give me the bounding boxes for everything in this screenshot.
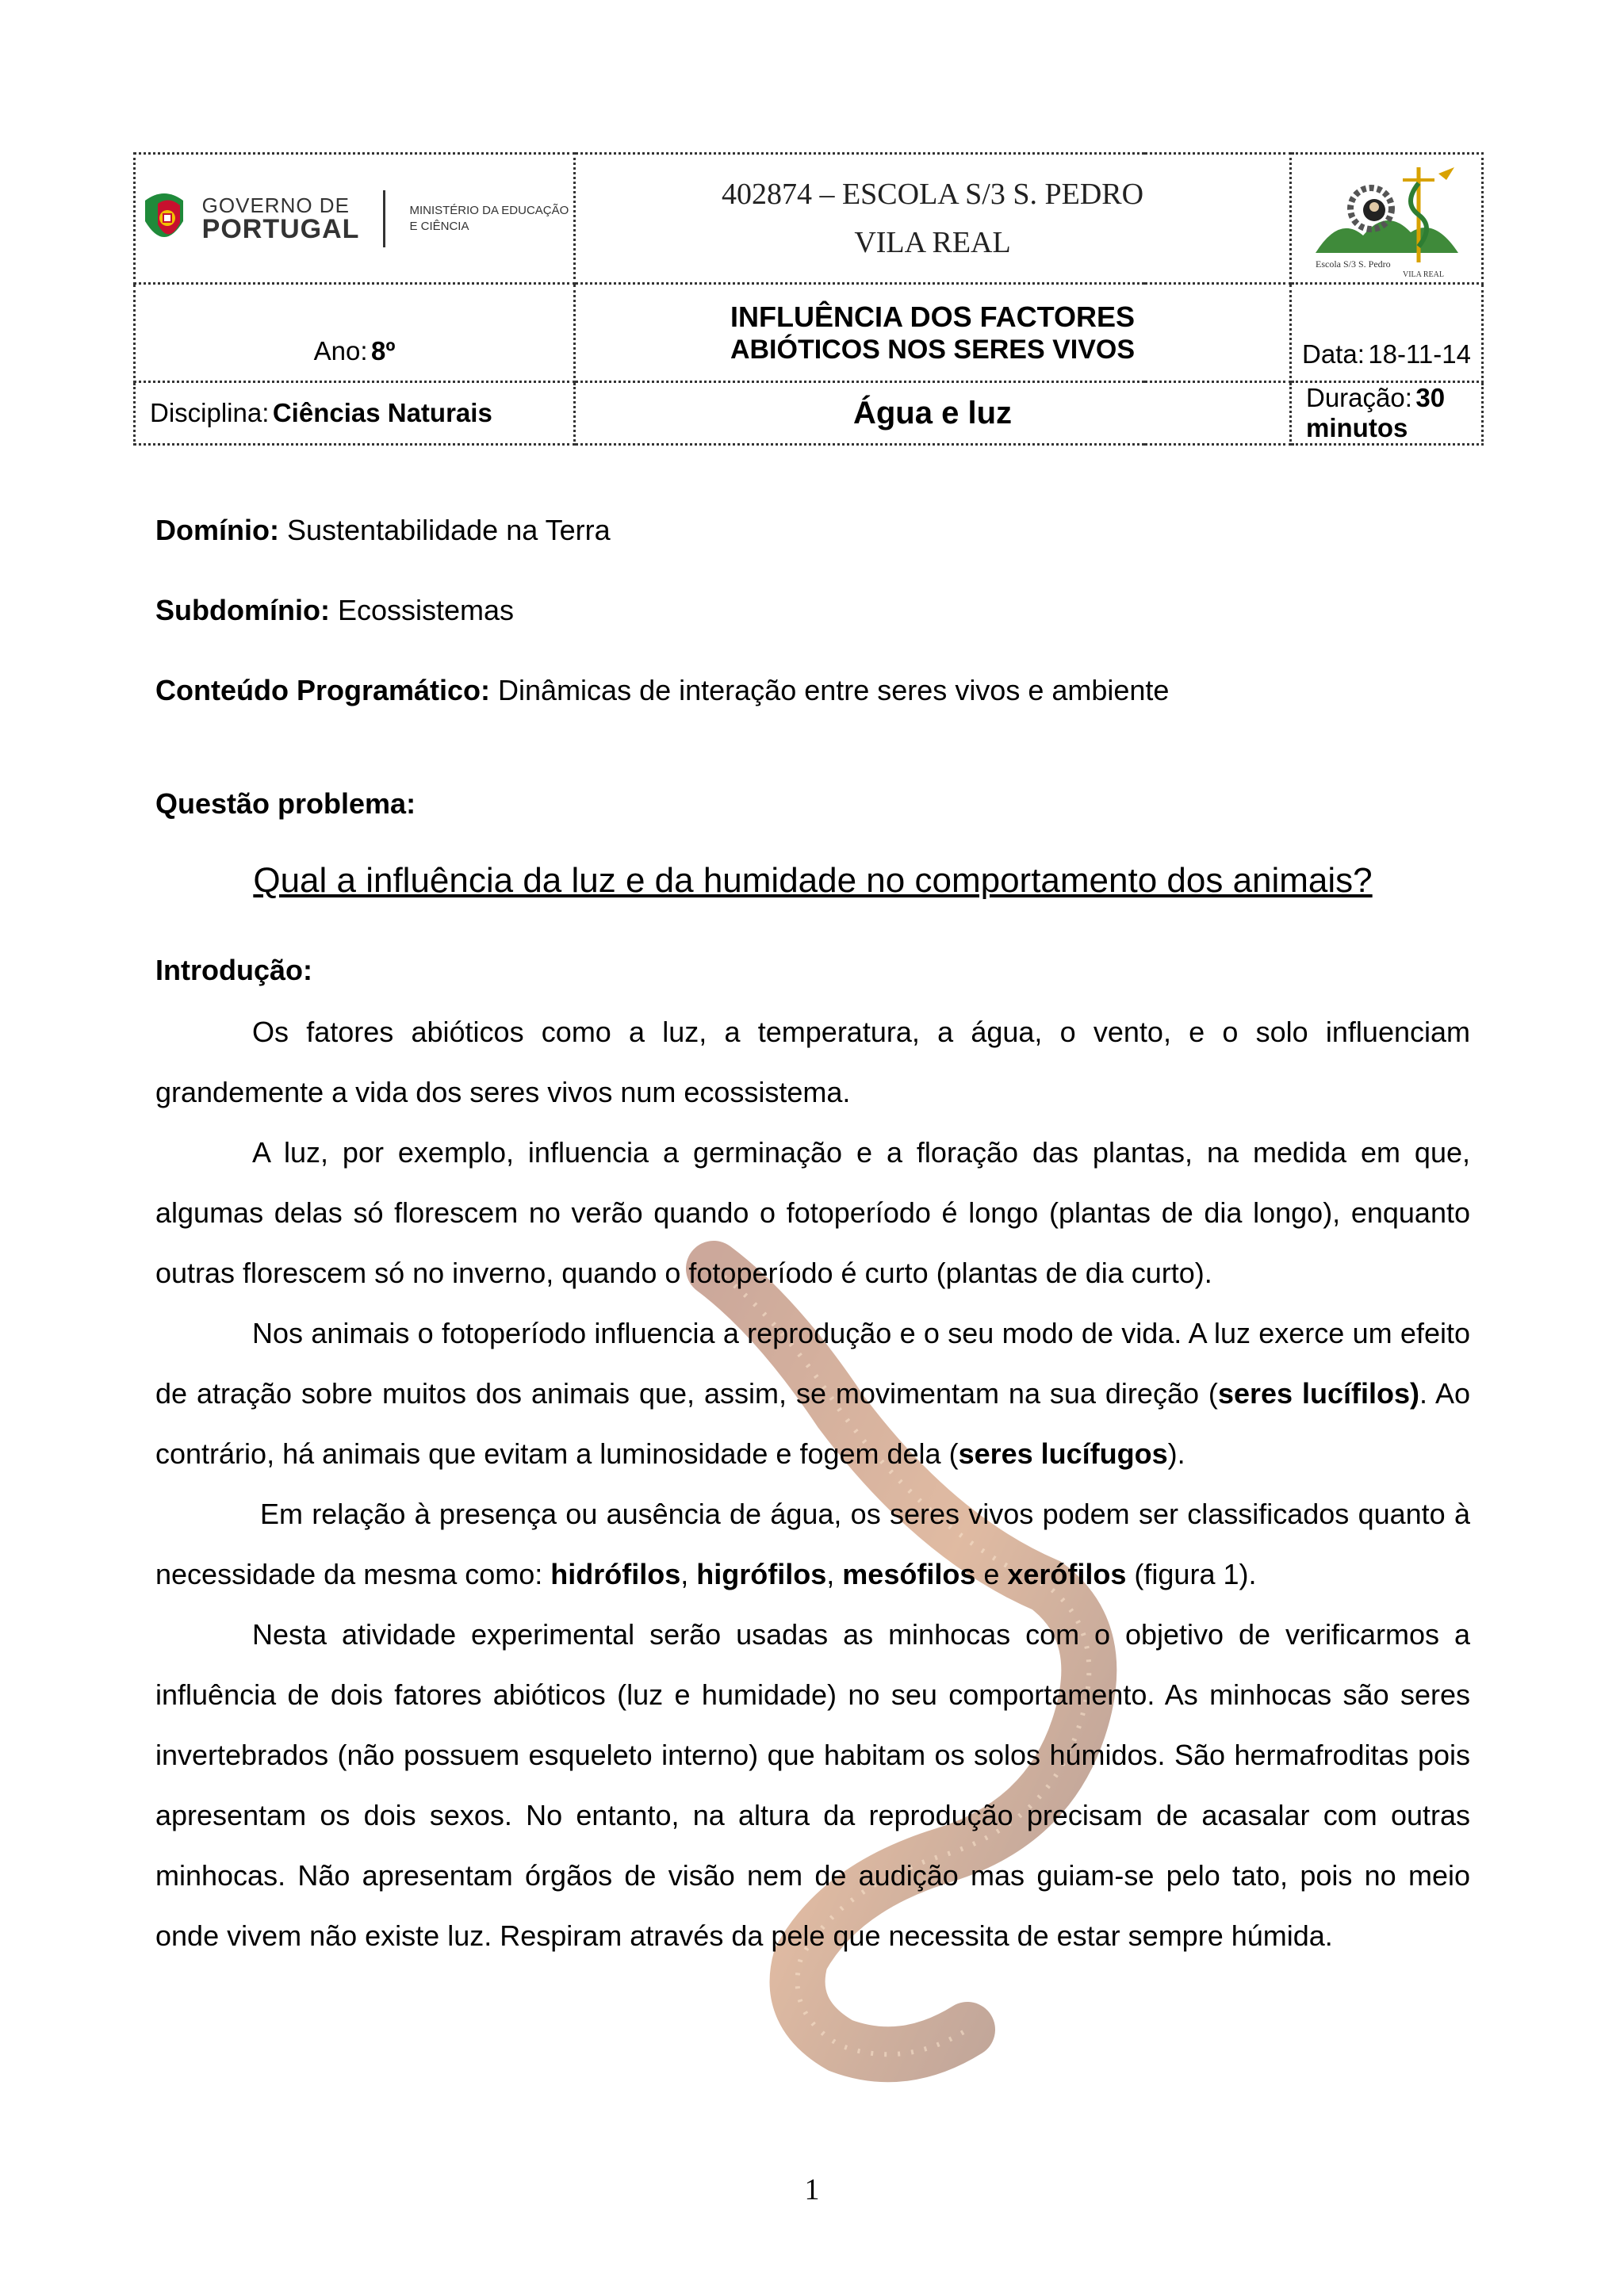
school-logo-sub: VILA REAL xyxy=(1402,270,1444,278)
p4-bold-hidrofilos: hidrófilos xyxy=(550,1558,681,1590)
school-logo-icon xyxy=(1308,159,1466,278)
questao-line xyxy=(155,787,416,821)
dominio-line xyxy=(155,514,611,547)
title-line2: ABIÓTICOS NOS SERES VIVOS xyxy=(730,334,1136,365)
duracao-value: 30 minutos xyxy=(1306,383,1446,442)
problem-question: Qual a influência da luz e da humidade no comportamento dos animais? xyxy=(253,861,1373,900)
p4-text-a: Em relação à presença ou ausência de água, os seres vivos podem ser classificados quanto à necessidade da mesma como: xyxy=(155,1498,1470,1590)
ministry-line2: E CIÊNCIA xyxy=(409,219,469,233)
subdominio-label: Subdomínio: xyxy=(155,594,330,626)
paragraph-2: A luz, por exemplo, influencia a germinação e a floração das plantas, na medida em que, algumas delas só florescem no verão quando o fotoperíodo é longo (plantas de dia longo), enquanto outras florescem só no inverno, quando o fotoperíodo é curto (plantas de dia curto). xyxy=(155,1136,1470,1289)
duracao-cell xyxy=(1291,382,1483,445)
school-logo-cell xyxy=(1291,154,1483,284)
subdominio-line xyxy=(155,594,514,627)
p4-sep-2: , xyxy=(826,1558,843,1590)
school-line2: VILA REAL xyxy=(854,225,1011,259)
dominio-label: Domínio: xyxy=(155,514,279,546)
ano-value: 8º xyxy=(370,336,396,365)
school-name-cell xyxy=(575,154,1291,284)
p4-bold-higrofilos: higrófilos xyxy=(696,1558,827,1590)
subtitle: Água e luz xyxy=(852,395,1013,430)
title-cell xyxy=(575,284,1291,382)
header-table xyxy=(133,152,1484,446)
disciplina-cell xyxy=(135,382,575,445)
data-label: Data: xyxy=(1302,339,1365,369)
p4-bold-mesofilos: mesófilos xyxy=(842,1558,976,1590)
p3-text-a: Nos animais o fotoperíodo influencia a reprodução e o seu modo de vida. A luz exerce um efeito de atração sobre muitos dos animais que, assim, se movimentam na sua direção ( xyxy=(155,1317,1470,1410)
conteudo-value: Dinâmicas de interação entre seres vivos e ambiente xyxy=(498,674,1170,706)
p3-bold-lucifilos: seres lucífilos) xyxy=(1217,1377,1419,1410)
p4-bold-xerofilos: xerófilos xyxy=(1007,1558,1127,1590)
p3-text-c: . Ao contrário, há animais que evitam a luminosidade e fogem dela ( xyxy=(155,1377,1470,1470)
p3-text-d: ). xyxy=(1167,1437,1185,1470)
gov-logo-cell xyxy=(135,154,575,284)
school-line1: 402874 – ESCOLA S/3 S. PEDRO xyxy=(721,177,1144,211)
duracao-label: Duração: xyxy=(1306,383,1412,412)
portugal-coat-of-arms-icon xyxy=(140,189,188,248)
dominio-value: Sustentabilidade na Terra xyxy=(287,514,611,546)
subdominio-value: Ecossistemas xyxy=(337,594,515,626)
gov-logo-line1: GOVERNO DE xyxy=(201,193,350,217)
paragraph-1: Os fatores abióticos como a luz, a temperatura, a água, o vento, e o solo influenciam grandemente a vida dos seres vivos num ecossistema. xyxy=(155,1016,1470,1108)
page-number: 1 xyxy=(804,2173,820,2206)
paragraph-3 xyxy=(155,1303,1470,1484)
data-value: 18-11-14 xyxy=(1368,339,1471,369)
p4-sep-3: e xyxy=(975,1558,1008,1590)
introducao-line xyxy=(155,954,312,987)
title-line1: INFLUÊNCIA DOS FACTORES xyxy=(730,300,1136,333)
introducao-label: Introdução: xyxy=(155,954,312,986)
ministry-line1: MINISTÉRIO DA EDUCAÇÃO xyxy=(409,204,569,217)
subtitle-cell xyxy=(575,382,1291,445)
paragraph-4 xyxy=(155,1484,1470,1605)
ano-cell xyxy=(135,284,575,382)
school-logo-text: Escola S/3 S. Pedro xyxy=(1315,258,1391,270)
paragraph-5: Nesta atividade experimental serão usadas as minhocas com o objetivo de verificarmos a influência de dois fatores abióticos (luz e humidade) no seu comportamento. As minhocas são seres invertebrados (não possuem esqueleto interno) que habitam os solos húmidos. São hermafroditas pois apresentam os dois sexos. No entanto, na altura da reprodução precisam de acasalar com outras minhocas. Não apresentam órgãos de visão nem de audição mas guiam-se pelo tato, pois no meio onde vivem não existe luz. Respiram através da pele que necessita de estar sempre húmida. xyxy=(155,1618,1470,1952)
p3-bold-lucifugos: seres lucífugos xyxy=(958,1437,1168,1470)
gov-logo-line2: PORTUGAL xyxy=(201,213,360,244)
p4-sep-1: , xyxy=(680,1558,697,1590)
logo-divider xyxy=(383,190,385,247)
conteudo-label: Conteúdo Programático: xyxy=(155,674,491,706)
p4-text-end: (figura 1). xyxy=(1126,1558,1257,1590)
conteudo-line xyxy=(155,674,1169,707)
ano-label: Ano: xyxy=(313,336,368,365)
disciplina-value: Ciências Naturais xyxy=(272,398,492,427)
disciplina-label: Disciplina: xyxy=(150,398,270,427)
questao-label: Questão problema: xyxy=(155,787,416,820)
data-cell xyxy=(1291,284,1483,382)
